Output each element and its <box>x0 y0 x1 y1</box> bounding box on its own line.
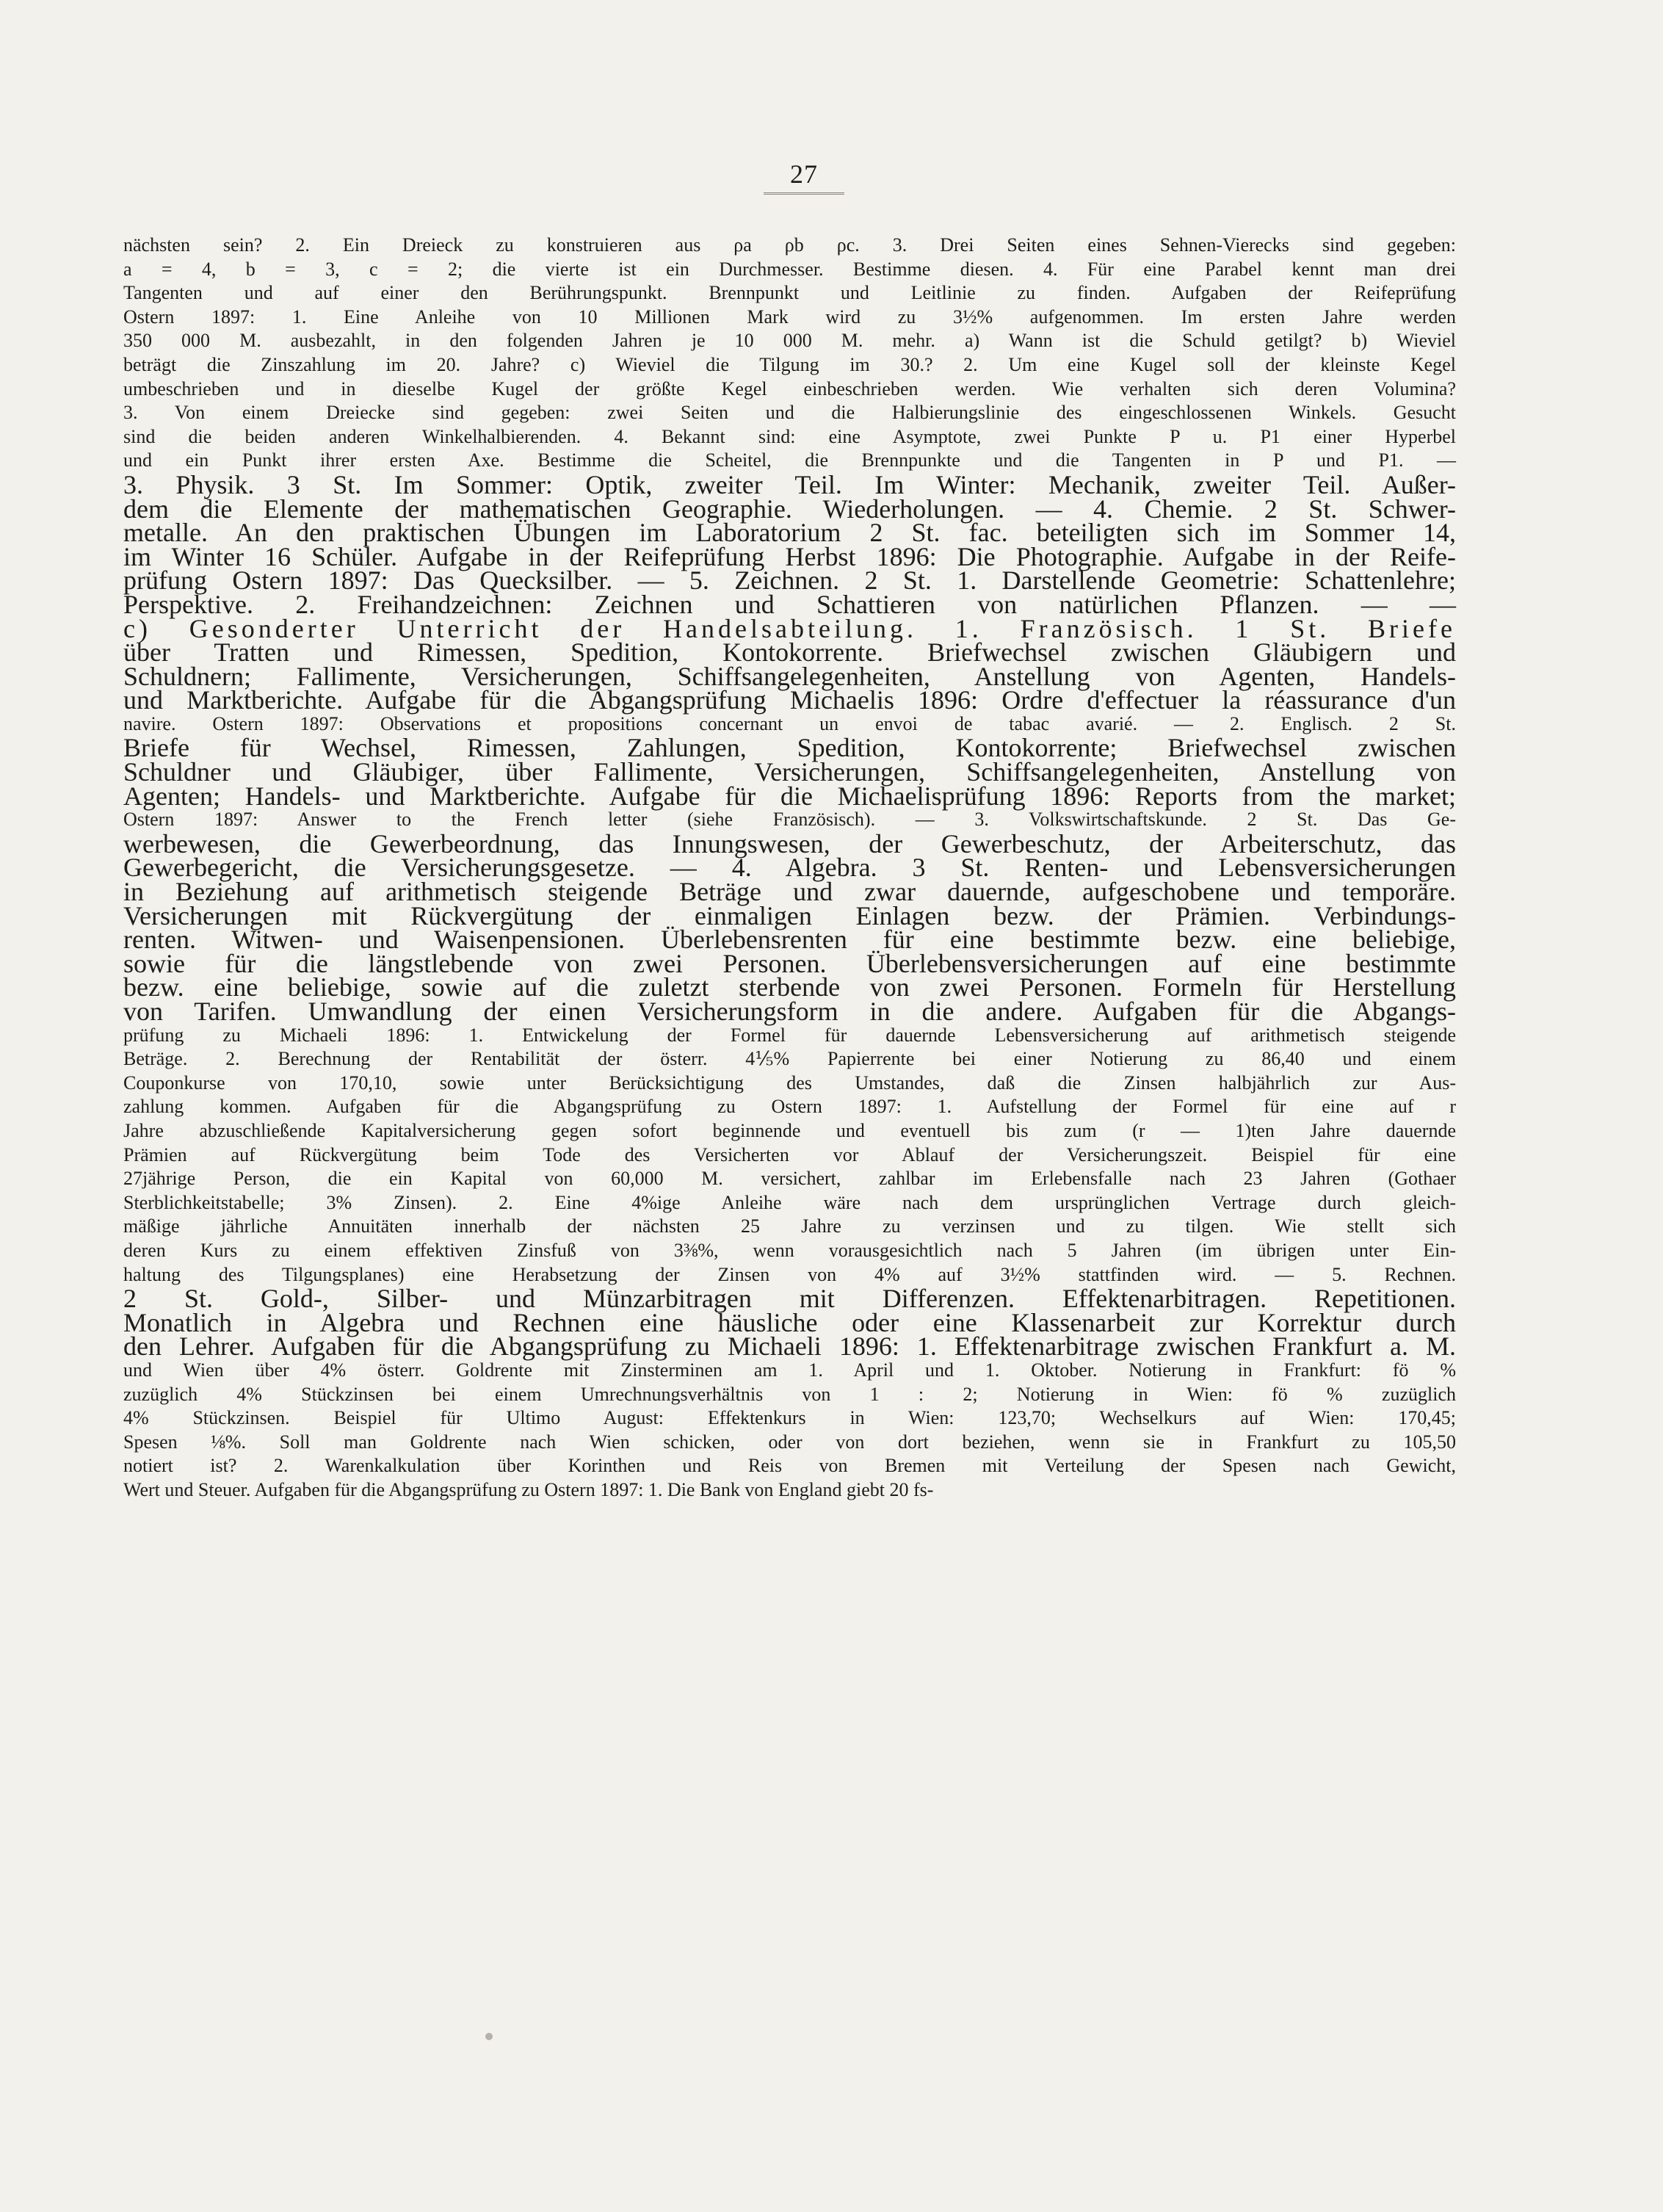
text-line: sind die beiden anderen Winkelhalbierenden. 4. Bekannt sind: eine Asymptote, zwei Punkte P u. P1 einer Hyperbel <box>123 425 1456 447</box>
text-line: über Tratten und Rimessen, Spedition, Kontokorrente. Briefwechsel zwischen Gläubigern und <box>123 637 1456 668</box>
text-line: nächsten sein? 2. Ein Dreieck zu konstruieren aus ρa ρb ρc. 3. Drei Seiten eines Sehnen-Vierecks sind gegeben: <box>123 234 1456 256</box>
ink-dot <box>485 2033 493 2040</box>
body-text <box>123 234 1456 1502</box>
text-line: prüfung zu Michaeli 1896: 1. Entwickelung der Formel für dauernde Lebensversicherung auf arithmetisch steigende <box>123 1024 1456 1046</box>
text-line: navire. Ostern 1897: Observations et propositions concernant un envoi de tabac avarié. — 2. Englisch. 2 St. <box>123 712 1456 734</box>
text-line: umbeschrieben und in dieselbe Kugel der größte Kegel einbeschrieben werden. Wie verhalten sich deren Volumina? <box>123 377 1456 400</box>
text-line: den Lehrer. Aufgaben für die Abgangsprüfung zu Michaeli 1896: 1. Effektenarbitrage zwischen Frankfurt a. M. <box>123 1331 1456 1362</box>
text-line: Perspektive. 2. Freihandzeichnen: Zeichnen und Schattieren von natürlichen Pflanzen. — — <box>123 589 1456 619</box>
text-line: 3. Von einem Dreiecke sind gegeben: zwei Seiten und die Halbierungslinie des eingeschlossenen Winkels. Gesucht <box>123 402 1456 424</box>
text-line: mäßige jährliche Annuitäten innerhalb der nächsten 25 Jahre zu verzinsen und zu tilgen. Wie stellt sich <box>123 1215 1456 1237</box>
text-line: in Beziehung auf arithmetisch steigende Beträge und zwar dauernde, aufgeschobene und temporäre. <box>123 877 1456 907</box>
text-line: 350 000 M. ausbezahlt, in den folgenden Jahren je 10 000 M. mehr. a) Wann ist die Schuld getilgt? b) Wieviel <box>123 330 1456 352</box>
text-line: Ostern 1897: Answer to the French letter (siehe Französisch). — 3. Volkswirtschaftskunde. 2 St. Das Ge- <box>123 809 1456 831</box>
text-line: Ostern 1897: 1. Eine Anleihe von 10 Millionen Mark wird zu 3½% aufgenommen. Im ersten Jahre werden <box>123 306 1456 328</box>
text-line: Monatlich in Algebra und Rechnen eine häusliche oder eine Klassenarbeit zur Korrektur durch <box>123 1307 1456 1337</box>
text-line: 27jährige Person, die ein Kapital von 60,000 M. versichert, zahlbar im Erlebensfalle nach 23 Jahren (Gothaer <box>123 1168 1456 1190</box>
text-line: zuzüglich 4% Stückzinsen bei einem Umrechnungsverhältnis von 1 : 2; Notierung in Wien: fö % zuzüglich <box>123 1383 1456 1405</box>
text-line: haltung des Tilgungsplanes) eine Herabsetzung der Zinsen von 4% auf 3½% stattfinden wird. — 5. Rechnen. <box>123 1263 1456 1285</box>
text-line: von Tarifen. Umwandlung der einen Versicherungsform in die andere. Aufgaben für die Abgangs- <box>123 997 1456 1026</box>
text-line: sowie für die längstlebende von zwei Personen. Überlebensversicherungen auf eine bestimmte <box>123 948 1456 978</box>
text-line: Sterblichkeitstabelle; 3% Zinsen). 2. Eine 4%ige Anleihe wäre nach dem ursprünglichen Vertrage durch gleich- <box>123 1191 1456 1213</box>
page-number: 27 <box>764 159 844 195</box>
text-line: und ein Punkt ihrer ersten Axe. Bestimme die Scheitel, die Brennpunkte und die Tangenten in P und P1. — <box>123 449 1456 471</box>
text-line: Briefe für Wechsel, Rimessen, Zahlungen, Spedition, Kontokorrente; Briefwechsel zwischen <box>123 733 1456 763</box>
text-line: zahlung kommen. Aufgaben für die Abgangsprüfung zu Ostern 1897: 1. Aufstellung der Formel für eine auf r <box>123 1096 1456 1118</box>
text-line: deren Kurs zu einem effektiven Zinsfuß von 3⅜%, wenn vorausgesichtlich nach 5 Jahren (im übrigen unter Ein- <box>123 1239 1456 1261</box>
text-line: Couponkurse von 170,10, sowie unter Berücksichtigung des Umstandes, daß die Zinsen halbjährlich zur Aus- <box>123 1071 1456 1094</box>
text-line: Prämien auf Rückvergütung beim Tode des Versicherten vor Ablauf der Versicherungszeit. Beispiel für eine <box>123 1143 1456 1165</box>
text-line: Tangenten und auf einer den Berührungspunkt. Brennpunkt und Leitlinie zu finden. Aufgaben der Reifeprüfung <box>123 282 1456 304</box>
text-line: a = 4, b = 3, c = 2; die vierte ist ein Durchmesser. Bestimme diesen. 4. Für eine Parabel kennt man drei <box>123 258 1456 280</box>
text-line: prüfung Ostern 1897: Das Quecksilber. — 5. Zeichnen. 2 St. 1. Darstellende Geometrie: Schattenlehre; <box>123 565 1456 596</box>
text-line: 2 St. Gold-, Silber- und Münzarbitragen mit Differenzen. Effektenarbitragen. Repetitionen. <box>123 1284 1456 1314</box>
text-line: und Marktberichte. Aufgabe für die Abgangsprüfung Michaelis 1896: Ordre d'effectuer la réassurance d'un <box>123 685 1456 715</box>
text-line: beträgt die Zinszahlung im 20. Jahre? c) Wieviel die Tilgung im 30.? 2. Um eine Kugel soll der kleinste Kegel <box>123 353 1456 375</box>
text-line: 4% Stückzinsen. Beispiel für Ultimo August: Effektenkurs in Wien: 123,70; Wechselkurs auf Wien: 170,45; <box>123 1407 1456 1429</box>
text-line: Spesen ⅛%. Soll man Goldrente nach Wien schicken, oder von dort beziehen, wenn sie in Frankfurt zu 105,50 <box>123 1431 1456 1453</box>
text-line: Jahre abzuschließende Kapitalversicherung gegen sofort beginnende und eventuell bis zum (r — 1)ten Jahre dauernde <box>123 1119 1456 1141</box>
text-line: bezw. eine beliebige, sowie auf die zuletzt sterbende von zwei Personen. Formeln für Herstellung <box>123 972 1456 1002</box>
text-line: Agenten; Handels- und Marktberichte. Aufgabe für die Michaelisprüfung 1896: Reports from the market; <box>123 781 1456 811</box>
text-line: im Winter 16 Schüler. Aufgabe in der Reifeprüfung Herbst 1896: Die Photographie. Aufgabe in der Reife- <box>123 541 1456 571</box>
text-line: c) Gesonderter Unterricht der Handelsabteilung. 1. Französisch. 1 St. Briefe <box>123 613 1456 643</box>
text-line: und Wien über 4% österr. Goldrente mit Zinsterminen am 1. April und 1. Oktober. Notierung in Frankfurt: fö % <box>123 1359 1456 1381</box>
text-line: Versicherungen mit Rückvergütung der einmaligen Einlagen bezw. der Prämien. Verbindungs- <box>123 900 1456 930</box>
text-line: notiert ist? 2. Warenkalkulation über Korinthen und Reis von Bremen mit Verteilung der Spesen nach Gewicht, <box>123 1455 1456 1477</box>
text-line: Beträge. 2. Berechnung der Rentabilität der österr. 4⅕% Papierrente bei einer Notierung zu 86,40 und einem <box>123 1048 1456 1070</box>
text-line: dem die Elemente der mathematischen Geographie. Wiederholungen. — 4. Chemie. 2 St. Schwer- <box>123 494 1456 524</box>
text-line: Wert und Steuer. Aufgaben für die Abgangsprüfung zu Ostern 1897: 1. Die Bank von England giebt 20 fs- <box>123 1478 934 1500</box>
text-line: 3. Physik. 3 St. Im Sommer: Optik, zweiter Teil. Im Winter: Mechanik, zweiter Teil. Außer- <box>123 469 1456 499</box>
text-line: Gewerbegericht, die Versicherungsgesetze. — 4. Algebra. 3 St. Renten- und Lebensversicherungen <box>123 853 1456 883</box>
text-line: metalle. An den praktischen Übungen im Laboratorium 2 St. fac. beteiligten sich im Sommer 14, <box>123 518 1456 548</box>
text-line: Schuldnern; Fallimente, Versicherungen, Schiffsangelegenheiten, Anstellung von Agenten, Handels- <box>123 661 1456 691</box>
text-line: werbewesen, die Gewerbeordnung, das Innungswesen, der Gewerbeschutz, der Arbeiterschutz, das <box>123 828 1456 859</box>
text-line: renten. Witwen- und Waisenpensionen. Überlebensrenten für eine bestimmte bezw. eine beliebige, <box>123 925 1456 955</box>
text-line: Schuldner und Gläubiger, über Fallimente, Versicherungen, Schiffsangelegenheiten, Anstellung von <box>123 757 1456 787</box>
